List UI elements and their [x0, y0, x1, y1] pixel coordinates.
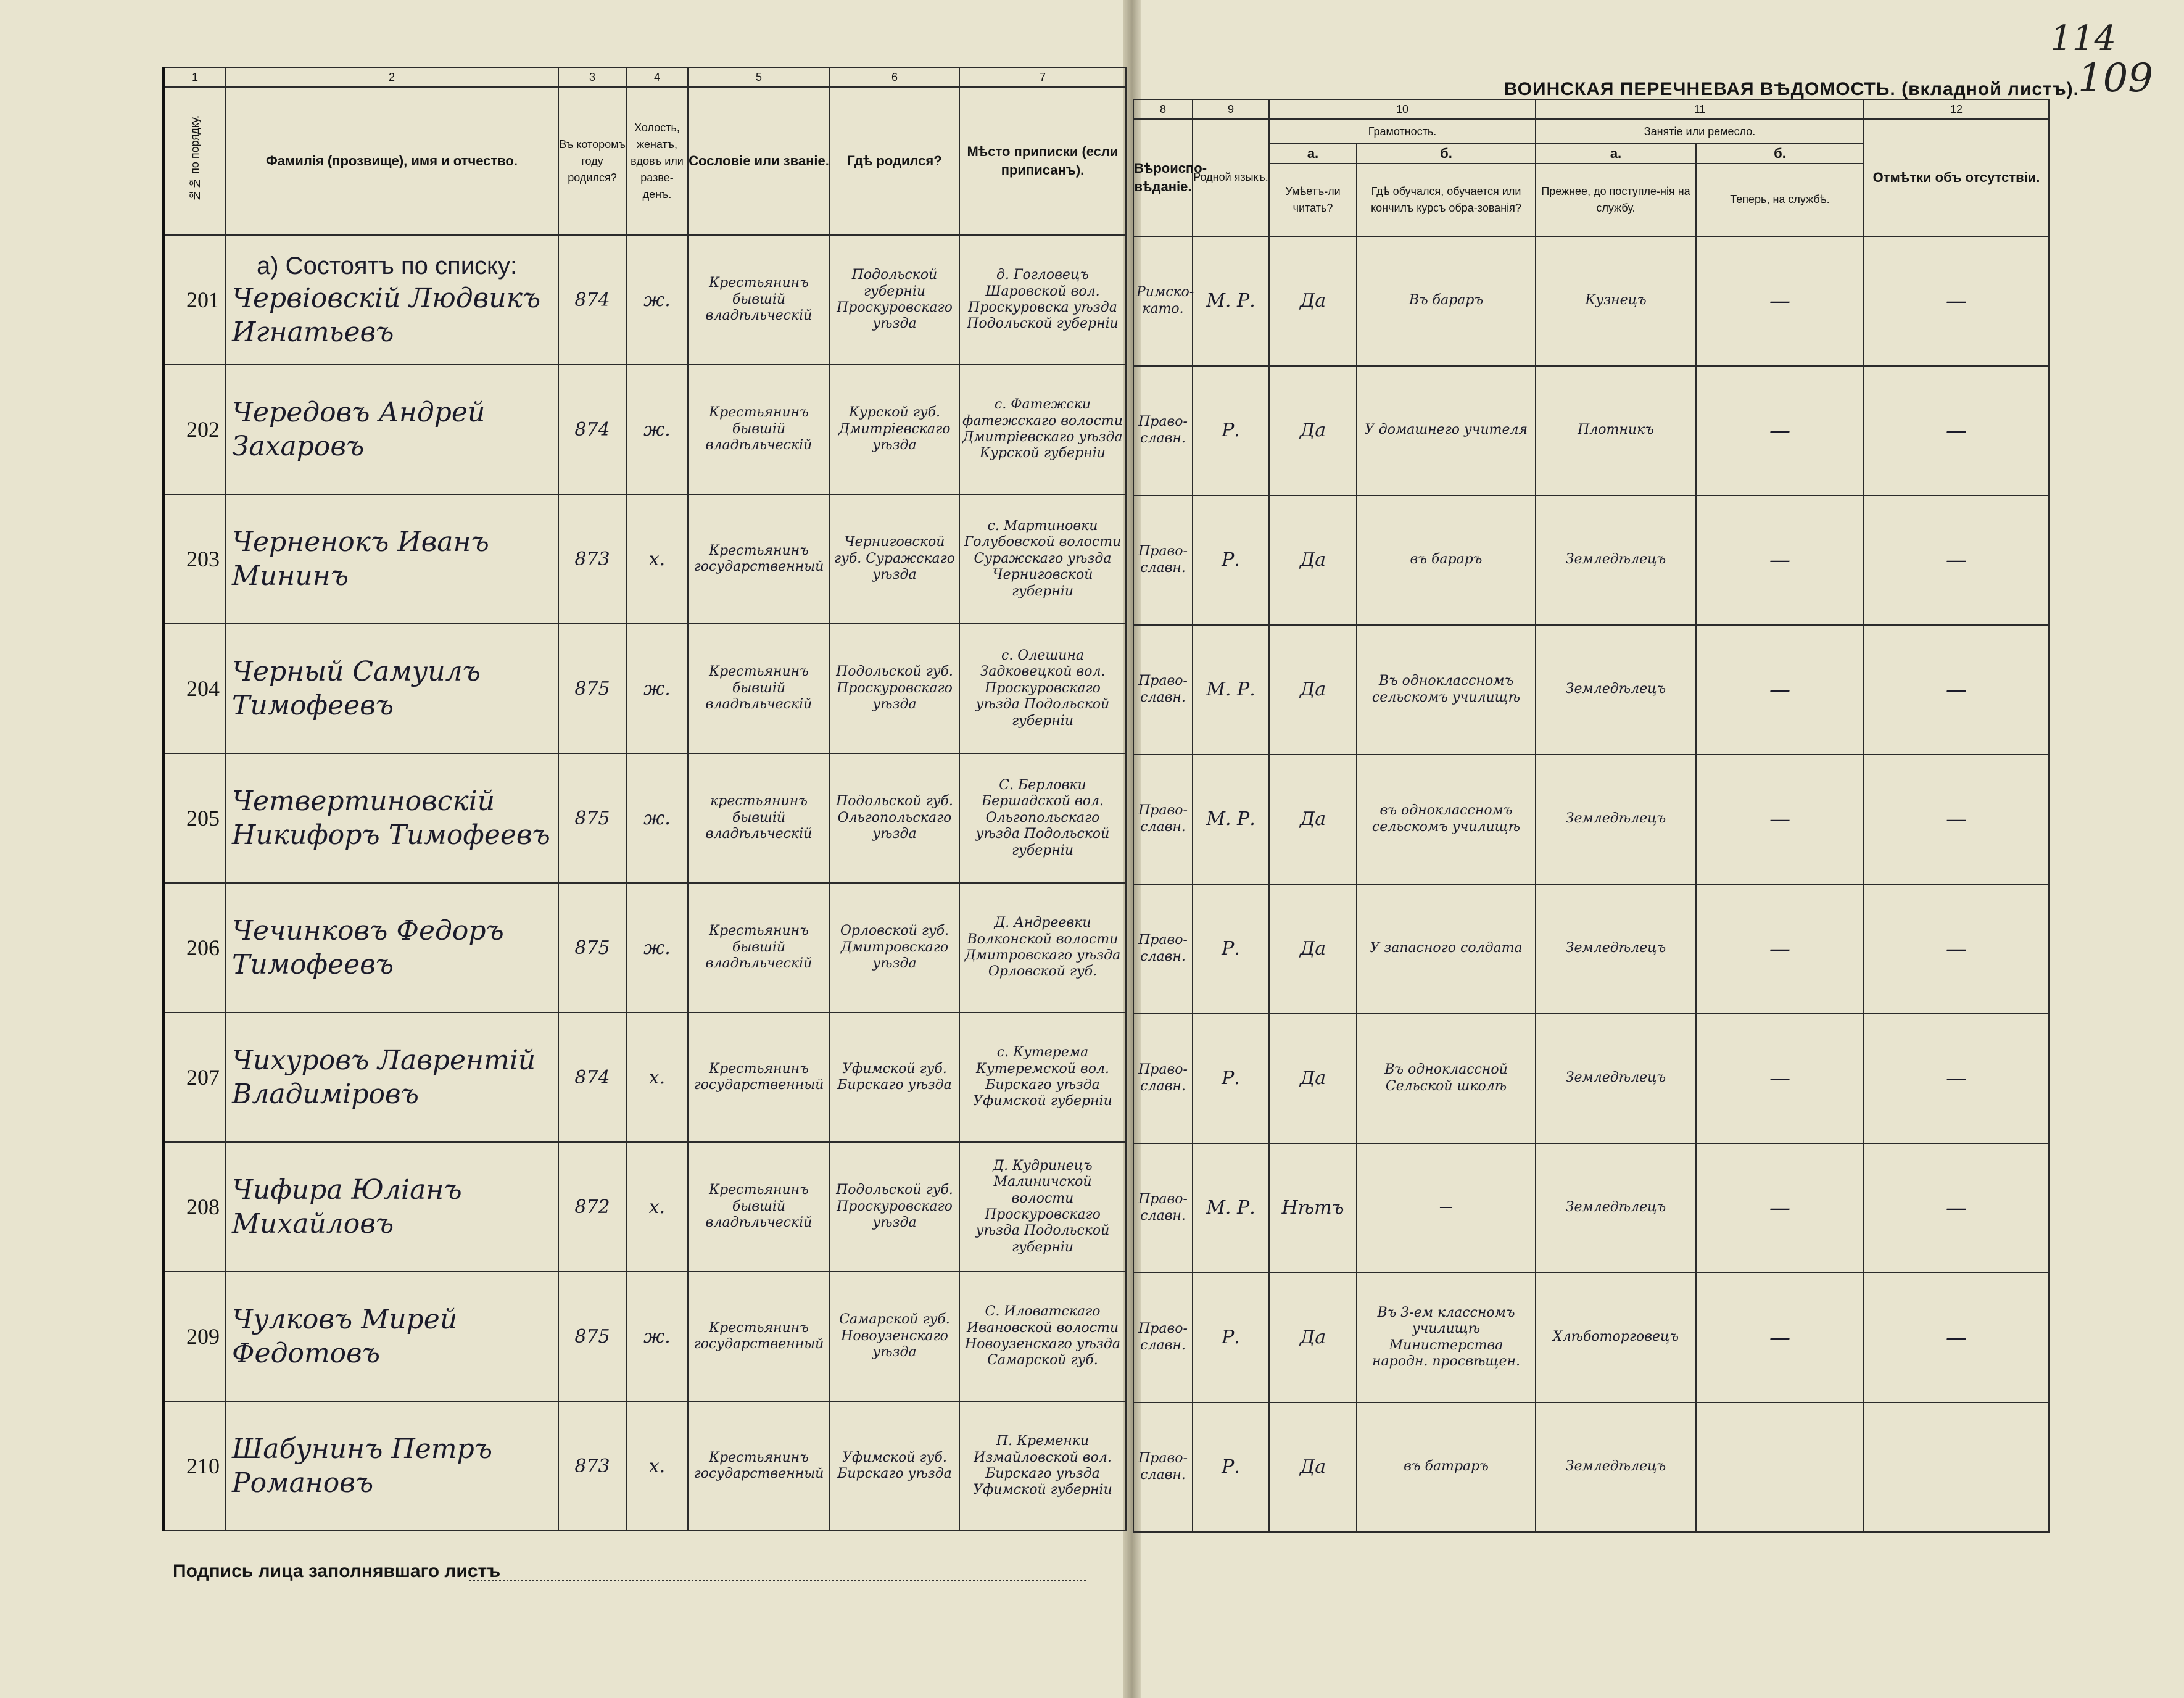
registry-place: с. Кутерема Кутеремской вол. Бирскаго уѣзда Уфимской губерніи [959, 1013, 1126, 1142]
current-occupation: — [1696, 625, 1864, 755]
register-title: ВОИНСКАЯ ПЕРЕЧНЕВАЯ ВѢДОМОСТЬ. (вкладной листъ). [1504, 79, 2079, 99]
table-row [1133, 495, 2049, 625]
person-name-text: Черненокъ Иванъ Мининъ [232, 526, 489, 592]
marital-status: х. [626, 1142, 688, 1272]
registry-place: С. Берловки Бершадской вол. Ольгопольскаго уѣзда Подольской губерніи [959, 753, 1126, 883]
estate: Крестьянинъ бывшій владѣльческій [688, 1142, 830, 1272]
col-number: 1 [163, 67, 225, 87]
current-occupation: — [1696, 495, 1864, 625]
absence-note: — [1864, 495, 2049, 625]
marital-status: ж. [626, 883, 688, 1013]
absence-note: — [1864, 236, 2049, 366]
table-row [163, 365, 1126, 494]
birthplace: Самарской губ. Новоузенскаго уѣзда [830, 1272, 959, 1401]
marital-status: ж. [626, 753, 688, 883]
prior-occupation: Земледѣлецъ [1536, 755, 1696, 884]
prior-occupation: Земледѣлецъ [1536, 495, 1696, 625]
table-row [1133, 755, 2049, 884]
header-row [163, 87, 1126, 235]
person-name [225, 1272, 558, 1401]
row-number: 207 [163, 1013, 225, 1142]
estate: Крестьянинъ государственный [688, 1401, 830, 1531]
can-read: Да [1269, 1402, 1357, 1532]
person-name-text: Шабунинъ Петръ Романовъ [232, 1433, 493, 1499]
person-name-text: Червіовскій Людвикъ Игнатьевъ [232, 283, 541, 348]
native-language: Р. [1193, 1014, 1269, 1143]
birth-year: 875 [558, 883, 626, 1013]
native-language: М. Р. [1193, 1143, 1269, 1273]
row-number: 209 [163, 1272, 225, 1401]
education: Въ бараръ [1357, 236, 1536, 366]
marital-status: х. [626, 494, 688, 624]
birthplace: Уфимской губ. Бирскаго уѣзда [830, 1013, 959, 1142]
education: — [1357, 1143, 1536, 1273]
faith: Право-славн. [1133, 1143, 1193, 1273]
header-where-studied: Гдѣ обучался, обучается или кончилъ курсъ обра-зованія? [1357, 164, 1536, 236]
estate: Крестьянинъ бывшій владѣльческій [688, 624, 830, 753]
birthplace: Подольской губ. Проскуровскаго уѣзда [830, 1142, 959, 1272]
header-group-row [1133, 119, 2049, 144]
registry-place: д. Гогловецъ Шаровской вол. Проскуровска уѣзда Подольской губерніи [959, 235, 1126, 365]
col-number: 7 [959, 67, 1126, 87]
signature-line [469, 1580, 1086, 1581]
absence-note: — [1864, 625, 2049, 755]
col-number: 11 [1536, 99, 1864, 119]
person-name-text: Чулковъ Мирей Федотовъ [232, 1304, 458, 1369]
row-number: 202 [163, 365, 225, 494]
current-occupation: — [1696, 755, 1864, 884]
can-read: Да [1269, 366, 1357, 495]
native-language: М. Р. [1193, 625, 1269, 755]
can-read: Да [1269, 1014, 1357, 1143]
estate: Крестьянинъ государственный [688, 1013, 830, 1142]
prior-occupation: Плотникъ [1536, 366, 1696, 495]
header-absence: Отмѣтки объ отсутствіи. [1864, 119, 2049, 236]
estate: Крестьянинъ бывшій владѣльческій [688, 365, 830, 494]
absence-note: — [1864, 755, 2049, 884]
table-row [1133, 1402, 2049, 1532]
birthplace: Курской губ. Дмитріевскаго уѣзда [830, 365, 959, 494]
col-number: 6 [830, 67, 959, 87]
header-now: Теперь, на службѣ. [1696, 164, 1864, 236]
current-occupation: — [1696, 884, 1864, 1014]
header-occupation-b: б. [1696, 144, 1864, 164]
can-read: Да [1269, 1273, 1357, 1402]
birthplace: Подольской губ. Проскуровскаго уѣзда [830, 624, 959, 753]
table-row [163, 1142, 1126, 1272]
estate: крестьянинъ бывшій владѣльческій [688, 753, 830, 883]
education: въ батраръ [1357, 1402, 1536, 1532]
prior-occupation: Земледѣлецъ [1536, 1143, 1696, 1273]
header-no: №№ по порядку. [163, 87, 225, 235]
header-before: Прежнее, до поступле-нія на службу. [1536, 164, 1696, 236]
current-occupation [1696, 1402, 1864, 1532]
education: Въ одноклассной Сельской школѣ [1357, 1014, 1536, 1143]
faith: Право-славн. [1133, 625, 1193, 755]
row-number: 208 [163, 1142, 225, 1272]
folio-number: 114 [2050, 19, 2116, 59]
birthplace: Уфимской губ. Бирскаго уѣзда [830, 1401, 959, 1531]
education: У запасного солдата [1357, 884, 1536, 1014]
row-number: 206 [163, 883, 225, 1013]
current-occupation: — [1696, 236, 1864, 366]
right-ledger-table [1133, 99, 2050, 1533]
row-number: 204 [163, 624, 225, 753]
header-occupation: Занятіе или ремесло. [1536, 119, 1864, 144]
education: въ одноклассномъ сельскомъ училищѣ [1357, 755, 1536, 884]
birth-year: 874 [558, 365, 626, 494]
col-number: 8 [1133, 99, 1193, 119]
marital-status: ж. [626, 1272, 688, 1401]
estate: Крестьянинъ государственный [688, 1272, 830, 1401]
registry-place: С. Иловатскаго Ивановской волости Новоузенскаго уѣзда Самарской губ. [959, 1272, 1126, 1401]
person-name [225, 883, 558, 1013]
header-literacy-b: б. [1357, 144, 1536, 164]
absence-note [1864, 1402, 2049, 1532]
registry-place: с. Мартиновки Голубовской волости Суражскаго уѣзда Черниговской губерніи [959, 494, 1126, 624]
registry-place: Д. Кудринецъ Малиничской волости Проскуровскаго уѣзда Подольской губерніи [959, 1142, 1126, 1272]
birthplace: Подольской губ. Ольгопольскаго уѣзда [830, 753, 959, 883]
can-read: Да [1269, 755, 1357, 884]
birth-year: 872 [558, 1142, 626, 1272]
birthplace: Черниговской губ. Суражскаго уѣзда [830, 494, 959, 624]
current-occupation: — [1696, 1273, 1864, 1402]
table-row [163, 1013, 1126, 1142]
registry-place: Д. Андреевки Волконской волости Дмитровскаго уѣзда Орловской губ. [959, 883, 1126, 1013]
person-name [225, 1142, 558, 1272]
person-name [225, 365, 558, 494]
table-row [163, 883, 1126, 1013]
header-occupation-a: а. [1536, 144, 1696, 164]
person-name-text: Четвертиновскій Никифоръ Тимофеевъ [232, 785, 550, 851]
row-number: 205 [163, 753, 225, 883]
registry-place: П. Кременки Измайловской вол. Бирскаго уѣзда Уфимской губерніи [959, 1401, 1126, 1531]
header-name: Фамилія (прозвище), имя и отчество. [225, 87, 558, 235]
column-numbers-row [163, 67, 1126, 87]
table-row [1133, 236, 2049, 366]
birth-year: 874 [558, 235, 626, 365]
marital-status: х. [626, 1401, 688, 1531]
prior-occupation: Кузнецъ [1536, 236, 1696, 366]
marital-status: ж. [626, 624, 688, 753]
table-row [163, 624, 1126, 753]
native-language: Р. [1193, 1402, 1269, 1532]
absence-note: — [1864, 1273, 2049, 1402]
table-row [1133, 366, 2049, 495]
birth-year: 874 [558, 1013, 626, 1142]
table-row [163, 753, 1126, 883]
header-estate: Сословіе или званіе. [688, 87, 830, 235]
birth-year: 875 [558, 753, 626, 883]
birth-year: 873 [558, 1401, 626, 1531]
person-name [225, 624, 558, 753]
native-language: Р. [1193, 495, 1269, 625]
prior-occupation: Земледѣлецъ [1536, 1402, 1696, 1532]
right-rows [1133, 236, 2049, 1532]
birthplace: Подольской губерніи Проскуровскаго уѣзда [830, 235, 959, 365]
faith: Право-славн. [1133, 1014, 1193, 1143]
absence-note: — [1864, 1014, 2049, 1143]
education: Въ 3-ем классномъ училищѣ Министерства народн. просвѣщен. [1357, 1273, 1536, 1402]
absence-note: — [1864, 1143, 2049, 1273]
person-name-text: Чихуровъ Лаврентій Владиміровъ [232, 1045, 536, 1110]
col-number: 2 [225, 67, 558, 87]
native-language: Р. [1193, 1273, 1269, 1402]
section-label: а) Состоятъ по списку: [257, 252, 518, 280]
col-number: 10 [1269, 99, 1536, 119]
signature-label: Подпись лица заполнявшаго листъ [173, 1561, 501, 1581]
registry-place: с. Фатежски фатежскаго волости Дмитріевскаго уѣзда Курской губерніи [959, 365, 1126, 494]
header-married: Холость, женатъ, вдовъ или разве-денъ. [626, 87, 688, 235]
header-registry: Мѣсто приписки (если приписанъ). [959, 87, 1126, 235]
can-read: Нѣтъ [1269, 1143, 1357, 1273]
col-number: 9 [1193, 99, 1269, 119]
marital-status: ж. [626, 235, 688, 365]
person-name [225, 235, 558, 365]
table-row [1133, 884, 2049, 1014]
header-literacy-a: а. [1269, 144, 1357, 164]
can-read: Да [1269, 625, 1357, 755]
person-name [225, 1013, 558, 1142]
person-name-text: Чечинковъ Федоръ Тимофеевъ [232, 915, 504, 980]
header-can-read: Умѣетъ-ли читать? [1269, 164, 1357, 236]
person-name [225, 494, 558, 624]
birth-year: 873 [558, 494, 626, 624]
person-name [225, 753, 558, 883]
can-read: Да [1269, 884, 1357, 1014]
person-name-text: Чифира Юліанъ Михайловъ [232, 1174, 462, 1240]
col-number: 12 [1864, 99, 2049, 119]
left-ledger-table [162, 67, 1127, 1531]
birth-year: 875 [558, 624, 626, 753]
row-number: 210 [163, 1401, 225, 1531]
person-name-text: Чередовъ Андрей Захаровъ [232, 397, 486, 462]
table-row [1133, 1273, 2049, 1402]
native-language: Р. [1193, 884, 1269, 1014]
header-faith: Вѣроиспо-вѣданіе. [1133, 119, 1193, 236]
faith: Право-славн. [1133, 755, 1193, 884]
prior-occupation: Земледѣлецъ [1536, 884, 1696, 1014]
estate: Крестьянинъ государственный [688, 494, 830, 624]
prior-occupation: Земледѣлецъ [1536, 1014, 1696, 1143]
table-row [163, 235, 1126, 365]
native-language: Р. [1193, 366, 1269, 495]
person-name-text: Черный Самуилъ Тимофеевъ [232, 656, 481, 721]
faith: Право-славн. [1133, 1402, 1193, 1532]
estate: Крестьянинъ бывшій владѣльческій [688, 883, 830, 1013]
header-born: Гдѣ родился? [830, 87, 959, 235]
current-occupation: — [1696, 366, 1864, 495]
can-read: Да [1269, 236, 1357, 366]
table-row [163, 494, 1126, 624]
native-language: М. Р. [1193, 755, 1269, 884]
marital-status: ж. [626, 365, 688, 494]
native-language: М. Р. [1193, 236, 1269, 366]
row-number: 201 [163, 235, 225, 365]
faith: Право-славн. [1133, 884, 1193, 1014]
registry-place: с. Олешина Задковецкой вол. Проскуровскаго уѣзда Подольской губерніи [959, 624, 1126, 753]
current-occupation: — [1696, 1014, 1864, 1143]
column-numbers-row-right [1133, 99, 2049, 119]
faith: Право-славн. [1133, 495, 1193, 625]
absence-note: — [1864, 884, 2049, 1014]
table-row [163, 1272, 1126, 1401]
header-literacy: Грамотность. [1269, 119, 1536, 144]
header-year: Въ которомъ году родился? [558, 87, 626, 235]
absence-note: — [1864, 366, 2049, 495]
prior-occupation: Хлѣботорговецъ [1536, 1273, 1696, 1402]
birthplace: Орловской губ. Дмитровскаго уѣзда [830, 883, 959, 1013]
table-row [1133, 1143, 2049, 1273]
birth-year: 875 [558, 1272, 626, 1401]
col-number: 5 [688, 67, 830, 87]
faith: Римско-като. [1133, 236, 1193, 366]
faith: Право-славн. [1133, 366, 1193, 495]
can-read: Да [1269, 495, 1357, 625]
left-rows [163, 235, 1126, 1531]
folio-number-circled: 109 [2077, 56, 2153, 101]
col-number: 4 [626, 67, 688, 87]
table-row [163, 1401, 1126, 1531]
education: У домашнего учителя [1357, 366, 1536, 495]
marital-status: х. [626, 1013, 688, 1142]
header-language: Родной языкъ. [1193, 119, 1269, 236]
col-number: 3 [558, 67, 626, 87]
current-occupation: — [1696, 1143, 1864, 1273]
education: въ бараръ [1357, 495, 1536, 625]
table-row [1133, 1014, 2049, 1143]
table-row [1133, 625, 2049, 755]
faith: Право-славн. [1133, 1273, 1193, 1402]
education: Въ одноклассномъ сельскомъ училищѣ [1357, 625, 1536, 755]
row-number: 203 [163, 494, 225, 624]
prior-occupation: Земледѣлецъ [1536, 625, 1696, 755]
estate: Крестьянинъ бывшій владѣльческій [688, 235, 830, 365]
person-name [225, 1401, 558, 1531]
